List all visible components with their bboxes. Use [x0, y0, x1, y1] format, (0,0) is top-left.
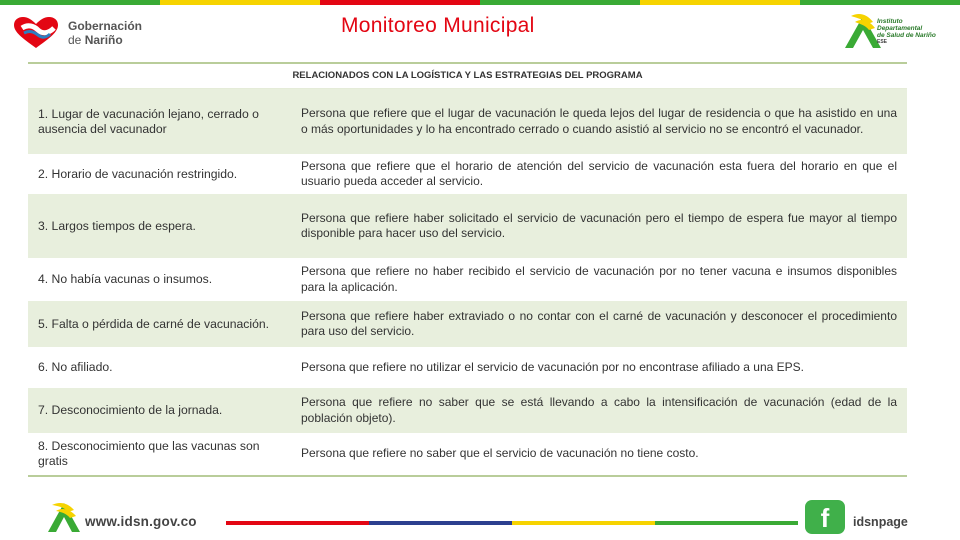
ids-line4: ESE	[877, 39, 888, 45]
row-description: Persona que refiere no saber que el servicio de vacunación no tiene costo.	[301, 446, 699, 461]
gob-line1: Gobernación	[68, 19, 143, 33]
row-description: Persona que refiere que el lugar de vacunación le queda lejos del lugar de residencia o que ha asistido en una o más oportunidades y lo ha encontrado cerrado o cuando asistió al servicio no se encontró el vacunador.	[301, 106, 897, 136]
row-description: Persona que refiere haber extraviado o no contar con el carné de vacunación y desconocer el procedimiento para uso del servicio.	[301, 308, 897, 338]
table-row	[28, 301, 907, 347]
gob-line2a: de	[68, 33, 85, 47]
footer-website-link[interactable]: www.idsn.gov.co	[85, 514, 197, 529]
ids-line2: Departamental	[877, 25, 923, 32]
table-row	[28, 154, 907, 194]
row-description: Persona que refiere no saber que se está llevando a cabo la intensificación de vacunación (edad de la población objeto).	[301, 395, 897, 425]
row-cause: 3. Largos tiempos de espera.	[38, 218, 196, 233]
ids-line3: de Salud de Nariño	[877, 32, 936, 39]
row-description: Persona que refiere no utilizar el servicio de vacunación por no encontrase afiliado a una EPS.	[301, 359, 804, 374]
table-row	[28, 89, 907, 154]
footer-color-bar	[226, 521, 798, 525]
top-color-stripe	[0, 0, 960, 5]
facebook-icon[interactable]: f	[805, 500, 845, 534]
row-description: Persona que refiere haber solicitado el servicio de vacunación pero el tiempo de espera fue mayor al tiempo disponible para hacer uso del servicio.	[301, 210, 897, 240]
row-cause: 1. Lugar de vacunación lejano, cerrado o ausencia del vacunador	[38, 106, 259, 136]
row-cause: 4. No había vacunas o insumos.	[38, 272, 213, 286]
row-cause: 2. Horario de vacunación restringido.	[38, 166, 238, 181]
gobernacion-logo	[12, 16, 142, 50]
row-description: Persona que refiere no haber recibido el servicio de vacunación por no tener vacuna e insumos disponibles para la aplicación.	[301, 264, 897, 294]
table-row	[28, 258, 907, 301]
gob-line2b: Nariño	[84, 33, 123, 47]
table-header: RELACIONADOS CON LA LOGÍSTICA Y LAS ESTRATEGIAS DEL PROGRAMA	[28, 64, 907, 89]
table-row	[28, 347, 907, 388]
idsn-footer-emblem-icon	[46, 499, 82, 533]
page-title: Monitoreo Municipal	[341, 14, 535, 37]
row-cause: 6. No afiliado.	[38, 360, 113, 374]
ids-line1: Instituto	[877, 18, 903, 25]
table-row	[28, 388, 907, 433]
row-description: Persona que refiere que el horario de atención del servicio de vacunación esta fuera del horario en que el usuario pueda acceder al servicio.	[301, 158, 897, 188]
row-cause: 7. Desconocimiento de la jornada.	[38, 403, 223, 417]
causes-table	[28, 62, 907, 477]
facebook-page-link[interactable]: idsnpage	[853, 515, 908, 529]
table-row	[28, 433, 907, 475]
idsn-logo	[843, 10, 953, 58]
heart-logo-icon	[12, 16, 60, 50]
table-row	[28, 194, 907, 258]
row-cause: 5. Falta o pérdida de carné de vacunación.	[38, 316, 270, 331]
row-cause: 8. Desconocimiento que las vacunas son gratis	[38, 439, 260, 468]
